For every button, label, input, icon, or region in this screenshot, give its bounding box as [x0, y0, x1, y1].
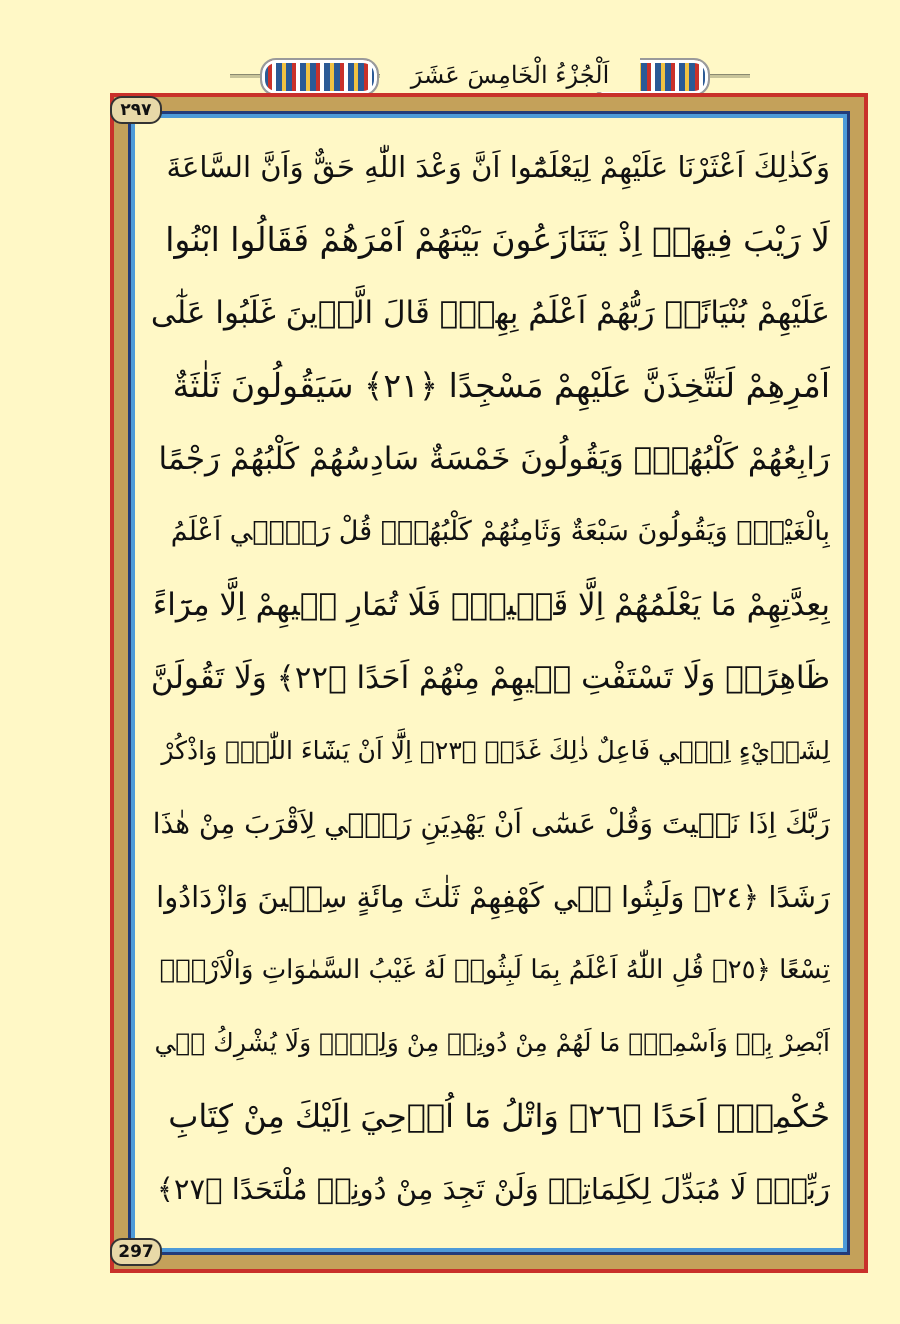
page-number-arabic: ٢٩٧: [110, 96, 162, 124]
page-number-latin: 297: [110, 1238, 162, 1266]
text-line: اَبْصِرْ بِه۪ وَاَسْمِعْۜ مَا لَهُمْ مِنْ دُونِه۪ مِنْ وَلِيٍّۘ وَلَا يُشْرِكُ ف۪ي: [154, 1028, 830, 1057]
text-line: لِشَا۬يْءٍ اِنّ۪ي فَاعِلٌ ذٰلِكَ غَدًاۙ ﴿٢٣﴾ اِلَّٓا اَنْ يَشَٓاءَ اللّٰهُۘ وَاذْكُرْ: [161, 736, 830, 765]
ornament-left-icon: [260, 58, 379, 96]
text-line: وَكَذٰلِكَ اَعْثَرْنَا عَلَيْهِمْ لِيَعْلَمُٓوا اَنَّ وَعْدَ اللّٰهِ حَقٌّ وَاَنَّ السَّاعَةَ: [166, 149, 830, 184]
text-line: رَبَّكَ اِذَا نَس۪يتَ وَقُلْ عَسٰٓى اَنْ يَهْدِيَنِ رَبّ۪ي لِاَقْرَبَ مِنْ هٰذَا: [152, 807, 830, 840]
text-line: اَمْرِهِمْ لَنَتَّخِذَنَّ عَلَيْهِمْ مَسْجِدًا ﴿٢١﴾ سَيَقُولُونَ ثَلٰثَةٌ: [172, 366, 830, 405]
text-line: تِسْعًا ﴿٢٥﴾ قُلِ اللّٰهُ اَعْلَمُ بِمَا لَبِثُواۚ لَهُ غَيْبُ السَّمٰوَاتِ وَالْاَرْضِۜ: [159, 954, 830, 985]
text-line: ظَاهِرًاۖ وَلَا تَسْتَفْتِ ف۪يهِمْ مِنْهُمْ اَحَدًا ﴿٢٢﴾ وَلَا تَقُولَنَّ: [150, 659, 830, 696]
text-line: عَلَيْهِمْ بُنْيَانًاۜ رَبُّهُمْ اَعْلَمُ بِهِمْۜ قَالَ الَّذ۪ينَ غَلَبُوا عَلٰٓى: [150, 294, 830, 331]
text-line: رَشَدًا ﴿٢٤﴾ وَلَبِثُوا ف۪ي كَهْفِهِمْ ثَلٰثَ مِائَةٍ سِن۪ينَ وَازْدَادُوا: [156, 879, 830, 914]
text-line: بِالْغَيْبِۚ وَيَقُولُونَ سَبْعَةٌ وَثَامِنُهُمْ كَلْبُهُمْۜ قُلْ رَبّ۪ٓي اَعْلَمُ: [170, 516, 830, 547]
verse-text: [150, 130, 830, 1230]
text-line: رَابِعُهُمْ كَلْبُهُمْۚ وَيَقُولُونَ خَمْسَةٌ سَادِسُهُمْ كَلْبُهُمْ رَجْمًا: [158, 440, 830, 477]
text-line: لَا رَيْبَ فِيهَاۚ اِذْ يَتَنَازَعُونَ بَيْنَهُمْ اَمْرَهُمْ فَقَالُوا ابْنُوا: [165, 220, 830, 259]
juz-title: اَلْجُزْءُ الْخَامِسَ عَشَرَ: [380, 58, 640, 92]
text-line: بِعِدَّتِهِمْ مَا يَعْلَمُهُمْ اِلَّا قَل۪يلٌ۠ فَلَا تُمَارِ ف۪يهِمْ اِلَّا مِرَٓاءً: [152, 586, 830, 623]
text-line: حُكْمِه۪ٓ اَحَدًا ﴿٢٦﴾ وَاتْلُ مَٓا اُو۫حِيَ اِلَيْكَ مِنْ كِتَابِ: [168, 1096, 830, 1135]
text-line: رَبِّكَۚ لَا مُبَدِّلَ لِكَلِمَاتِه۪ وَلَنْ تَجِدَ مِنْ دُونِه۪ مُلْتَحَدًا ﴿٢٧﴾: [156, 1171, 830, 1206]
